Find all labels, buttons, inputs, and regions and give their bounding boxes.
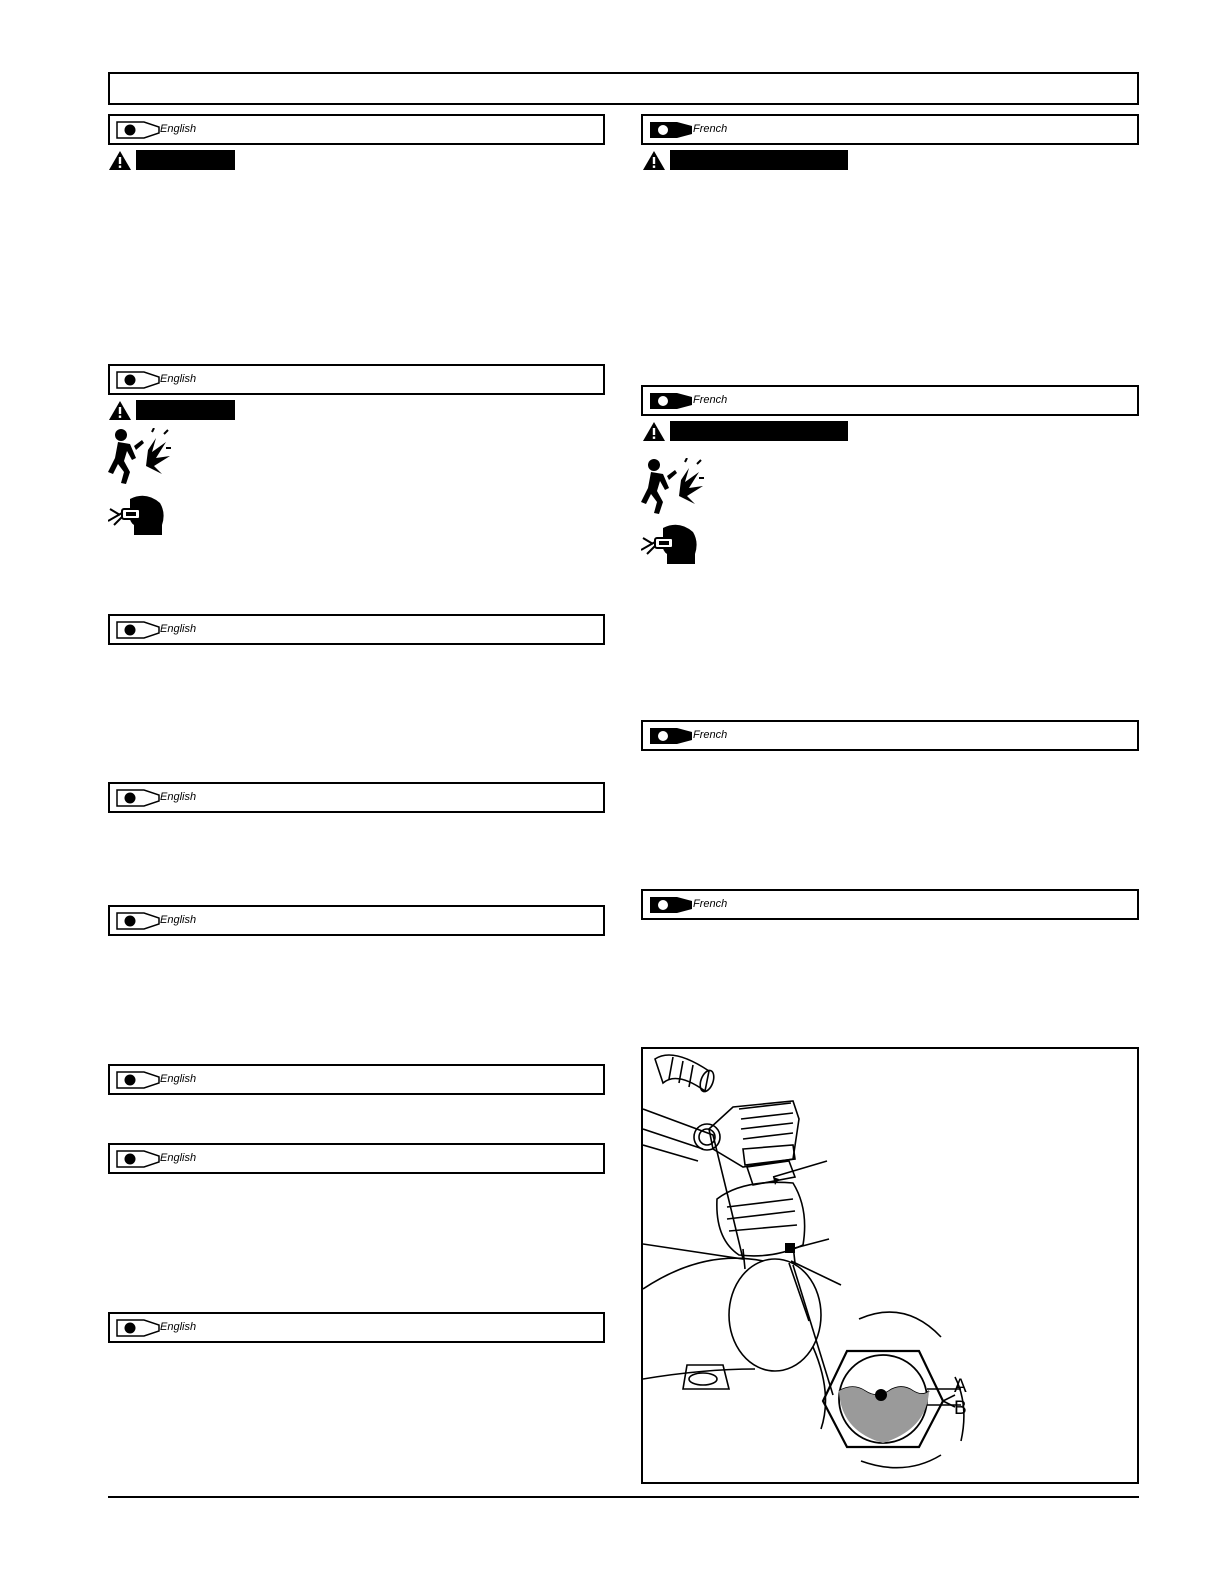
section-language-label: French (693, 123, 728, 135)
language-tag-icon (116, 621, 160, 639)
compressor-figure (641, 1047, 1139, 1484)
warning-signal-bar (136, 150, 235, 170)
language-tag-icon (649, 896, 693, 914)
warning-triangle-icon (642, 421, 666, 442)
section-header-english-2 (108, 364, 605, 395)
section-language-label: French (693, 394, 728, 406)
language-tag-icon (649, 392, 693, 410)
section-header-english-4 (108, 782, 605, 813)
language-tag-icon (116, 121, 160, 139)
language-tag-icon (116, 1150, 160, 1168)
section-language-label: English (160, 1321, 197, 1333)
callout-a-label: A (954, 1376, 967, 1397)
section-header-english-3 (108, 614, 605, 645)
section-language-label: English (160, 123, 197, 135)
section-header-english-8 (108, 1312, 605, 1343)
section-language-label: French (693, 729, 728, 741)
section-language-label: French (693, 898, 728, 910)
section-header-french-3 (641, 720, 1139, 751)
section-header-french-2 (641, 385, 1139, 416)
section-language-label: English (160, 623, 197, 635)
warning-signal-bar (136, 400, 235, 420)
section-language-label: English (160, 1152, 197, 1164)
callout-b-label: B (954, 1398, 967, 1419)
air-compressor-illustration (643, 1049, 1139, 1484)
language-tag-icon (116, 1319, 160, 1337)
section-header-english-7 (108, 1143, 605, 1174)
section-language-label: English (160, 1073, 197, 1085)
footer-rule (108, 1496, 1139, 1498)
language-tag-icon (116, 1071, 160, 1089)
language-tag-icon (116, 789, 160, 807)
section-language-label: English (160, 373, 197, 385)
warning-triangle-icon (642, 150, 666, 171)
page-title-frame (108, 72, 1139, 105)
section-header-english-1 (108, 114, 605, 145)
section-header-english-6 (108, 1064, 605, 1095)
section-header-french-4 (641, 889, 1139, 920)
eye-protection-icon (108, 495, 166, 537)
fall-hazard-icon (641, 458, 705, 516)
section-header-french-1 (641, 114, 1139, 145)
section-language-label: English (160, 791, 197, 803)
warning-signal-bar (670, 150, 848, 170)
section-header-english-5 (108, 905, 605, 936)
language-tag-icon (116, 371, 160, 389)
warning-triangle-icon (108, 150, 132, 171)
warning-signal-bar (670, 421, 848, 441)
language-tag-icon (116, 912, 160, 930)
language-tag-icon (649, 727, 693, 745)
section-language-label: English (160, 914, 197, 926)
fall-hazard-icon (108, 428, 172, 486)
warning-triangle-icon (108, 400, 132, 421)
eye-protection-icon (641, 524, 699, 566)
language-tag-icon (649, 121, 693, 139)
